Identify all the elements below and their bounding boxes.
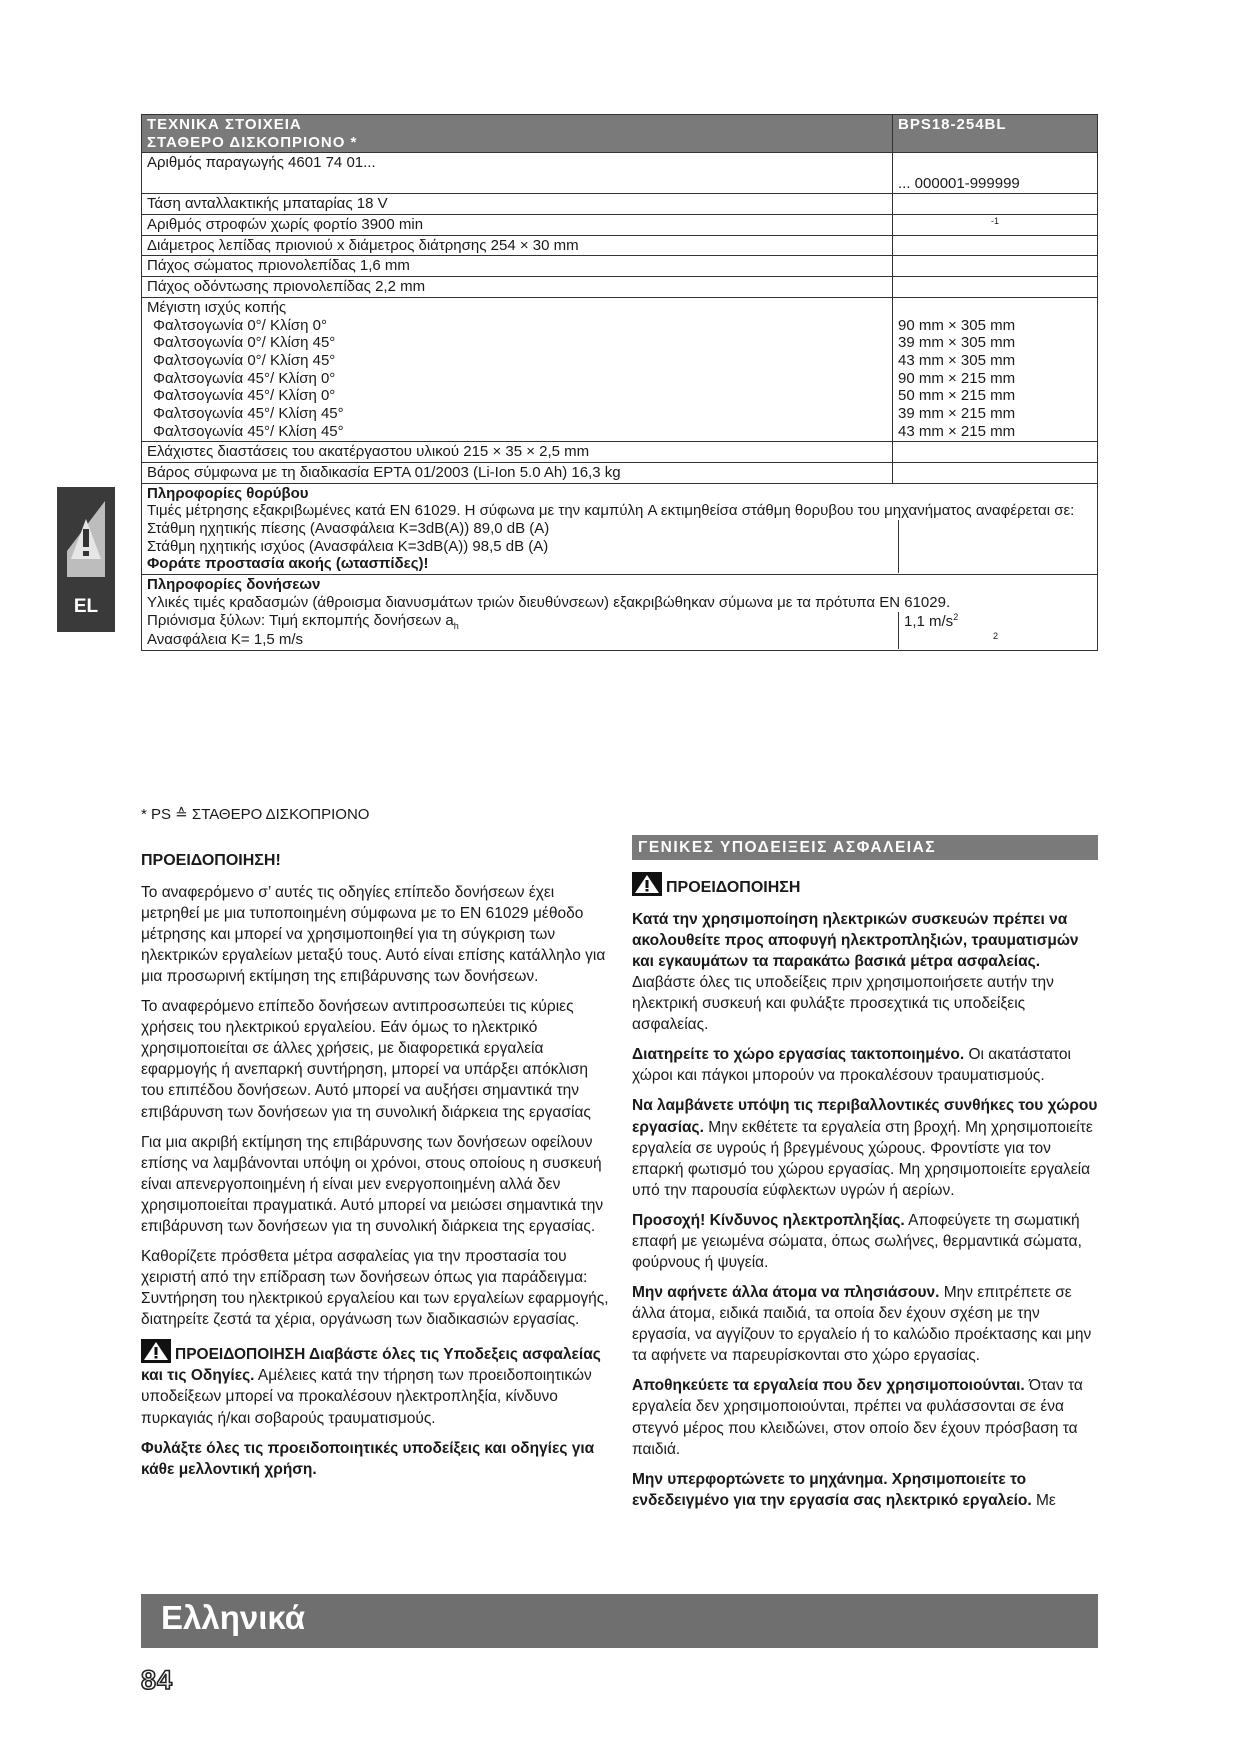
model-name: BPS18-254BL <box>893 115 1098 153</box>
paragraph: ΠΡΟΕΙΔΟΠΟΙΗΣΗ Διαβάστε όλες τις Υποδεξεις ασφαλείας και τις Οδηγίες. Αμέλειες κατά την τήρηση των προειδοποιητικών υποδείξεων μπορεί να προκαλέσουν ηλεκτροπληξία, κίνδυνο πυρκαγιάς ή/και σοβαρούς τραυματισμούς. <box>141 1339 611 1428</box>
table-row <box>142 277 1098 298</box>
noise-title: Πληροφορίες θορύβου <box>147 484 309 502</box>
production-number: Αριθμός παραγωγής 4601 74 01... <box>142 153 893 194</box>
max-cut-title: Μέγιστη ισχύς κοπής <box>147 298 287 316</box>
spec-table-wrapper <box>141 114 1098 651</box>
ear-protection: Φοράτε προστασία ακοής (ωτασπίδες)! <box>147 555 899 573</box>
uncertainty: Ανασφάλεια K= 1,5 m/s <box>147 631 899 649</box>
noise-info-cell <box>142 483 1098 574</box>
paragraph: Αποθηκεύετε τα εργαλεία που δεν χρησιμοποιούνται. Όταν τα εργαλεία δεν χρησιμοποιούνται, πρέπει να φυλάσσονται σε ένα στεγνό μέρος που κλειδώνει, στον οποίο δεν έχουν πρόσβαση τα παιδιά. <box>632 1377 1083 1458</box>
table-row <box>142 235 1098 256</box>
table-row <box>142 483 1098 574</box>
paragraph: Να λαμβάνετε υπόψη τις περιβαλλοντικές συνθήκες του χώρου εργασίας. Μην εκθέτετε τα εργαλεία στη βροχή. Μη χρησιμοποιείτε εργαλεία σε υγρούς ή βρεγμένους χώρους. Φροντίστε για τον επαρκή φωτισμό του χώρου εργασίας. Μη χρησιμοποιείτε εργαλεία υπό την παρουσία εύφλεκτων υγρών ή αερίων. <box>632 1097 1098 1199</box>
vibration-title: Πληροφορίες δονήσεων <box>147 576 321 594</box>
warning-heading: ΠΡΟΕΙΔΟΠΟΙΗΣΗ! <box>141 852 281 869</box>
cut-value: 43 mm × 215 mm <box>898 422 1016 440</box>
paragraph: Μην αφήνετε άλλα άτομα να πλησιάσουν. Μην επιτρέπετε σε άλλα άτομα, ειδικά παιδιά, τα οποία δεν έχουν σχέση με την εργασία, να αγγίζουν το εργαλείο ή το καλώδιο προέκτασης και μην τα αφήνετε να παρευρίσκονται στο χώρο εργασίας. <box>632 1284 1092 1365</box>
cut-value: 43 mm × 305 mm <box>898 351 1016 369</box>
paragraph: Προσοχή! Κίνδυνος ηλεκτροπληξίας. Αποφεύγετε τη σωματική επαφή με γειωμένα σώματα, όπως σωλήνες, θερμαντικά σώματα, φούρνους ή ψυγεία. <box>632 1211 1082 1271</box>
weight: Βάρος σύμφωνα με τη διαδικασία EPTA 01/2003 (Li-Ion 5.0 Ah) 16,3 kg <box>142 463 893 484</box>
table-row <box>142 442 1098 463</box>
cut-value: 90 mm × 215 mm <box>898 369 1016 387</box>
spec-table <box>141 114 1098 651</box>
cut-value: 39 mm × 215 mm <box>898 404 1016 422</box>
no-load-speed: Αριθμός στροφών χωρίς φορτίο 3900 min <box>142 215 893 236</box>
footnote: * PS ≙ ΣΤΑΘΕΡΟ ΔΙΣΚΟΠΡΙΟΝΟ <box>141 806 370 823</box>
noise-power: Στάθμη ηχητικής ισχύος (Ανασφάλεια K=3dB(A)) 98,5 dB (A) <box>147 538 899 556</box>
table-row <box>142 297 1098 442</box>
paragraph: Διατηρείτε το χώρο εργασίας τακτοποιημένο. Οι ακατάστατοι χώροι και πάγκοι μπορούν να προκαλέσουν τραυματισμούς. <box>632 1046 1071 1085</box>
paragraph: Καθορίζετε πρόσθετα μέτρα ασφαλείας για την προστασία του χειριστή από την επίδραση των δονήσεων όπως για παράδειγμα: Συντήρηση του ηλεκτρικού εργαλείου και των εργαλείων εφαρμογής, διατηρείτε ζεστά τα χέρια, οργάνωση των διαδικασιών εργασίας. <box>141 1248 609 1329</box>
cut-label: Φαλτσογωνία 45°/ Κλίση 45° <box>153 404 344 422</box>
left-column <box>141 850 611 1489</box>
cut-label: Φαλτσογωνία 45°/ Κλίση 45° <box>153 422 344 440</box>
language-code: EL <box>73 596 99 617</box>
blade-teeth-thickness: Πάχος οδόντωσης πριονολεπίδας 2,2 mm <box>142 277 893 298</box>
table-header-title <box>142 115 893 153</box>
header-title-line-1: ΤΕΧΝΙΚΑ ΣΤΟΙΧΕΙΑ <box>147 116 302 133</box>
speed-unit: -1 <box>990 216 999 227</box>
paragraph: Κατά την χρησιμοποίηση ηλεκτρικών συσκευών πρέπει να ακολουθείτε προς αποφυγή ηλεκτροπληξιών, τραυματισμών και εγκαυμάτων τα παρακάτω βασικά μέτρα ασφαλείας. Διαβάστε όλες τις υποδείξεις πριν χρησιμοποιήσετε αυτήν την ηλεκτρική συσκευή και φυλάξτε προσεχτικά τις υποδείξεις ασφαλείας. <box>632 910 1079 1034</box>
table-row <box>142 194 1098 215</box>
warning-triangle-icon <box>632 872 662 896</box>
blade-diameter: Διάμετρος λεπίδας πριονιού x διάμετρος διάτρησης 254 × 30 mm <box>142 235 893 256</box>
vibration-value: 1,1 $m/s^2$ <box>904 611 959 630</box>
vibration-description: Υλικές τιμές κραδασμών (άθροισμα διανυσμάτων τριών διευθύνσεων) εξακριβώθηκαν σύμωνα με τα πρότυπα EN 61029. <box>147 593 951 611</box>
blade-body-thickness: Πάχος σώματος πριονολεπίδας 1,6 mm <box>142 256 893 277</box>
table-header-row <box>142 115 1098 153</box>
noise-description: Τιμές μέτρησης εξακριβωμένες κατά EN 61029. Η σύφωνα με την καμπύλη A εκτιμηθείσα στάθμη θορυβου του μηχανήματος αναφέρεται σε: <box>147 502 1075 520</box>
max-cut-values <box>893 297 1098 442</box>
vibration-wood-label: Πριόνισμα ξύλων: Τιμή εκπομπής δονήσεων $a_h$ <box>147 612 899 632</box>
cut-label: Φαλτσογωνία 45°/ Κλίση 0° <box>153 369 336 387</box>
warning-heading: ΠΡΟΕΙΔΟΠΟΙΗΣΗ <box>632 872 1098 899</box>
voltage: Τάση ανταλλακτικής μπαταρίας 18 V <box>142 194 893 215</box>
paragraph: Μην υπερφορτώνετε το μηχάνημα. Χρησιμοποιείτε το ενδεδειγμένο για την εργασία σας ηλεκτρικό εργαλείο. Με <box>632 1470 1056 1509</box>
warning-icon <box>63 499 109 579</box>
cut-label: Φαλτσογωνία 0°/ Κλίση 0° <box>153 316 327 334</box>
paragraph: Το αναφερόμενο επίπεδο δονήσεων αντιπροσωπεύει τις κύριες χρήσεις του ηλεκτρικού εργαλείου. Εάν όμως το ηλεκτρικό χρησιμοποιείται σε άλλες χρήσεις, με διαφορετικά εργαλεία εφαρμογής ή ανεπαρκή συντήρηση, μπορεί να υπάρξει απόκλιση του επιπέδου δονήσεων. Αυτό μπορεί να αυξήσει σημαντικά την επιβάρυνση των δονήσεων για τη συνολική διάρκεια της εργασίας <box>141 998 591 1121</box>
paragraph: Το αναφερόμενο σ’ αυτές τις οδηγίες επίπεδο δονήσεων έχει μετρηθεί με μια τυποποιημένη σύμφωνα με το EN 61029 μέθοδο μέτρησης και μπορεί να χρησιμοποιηθεί για τη σύγκριση των ηλεκτρικών εργαλείων μεταξύ τους. Αυτό είναι επίσης κατάλληλο για μια προσωρινή εκτίμηση της επιβάρυνσης των δονήσεων. <box>141 883 606 986</box>
header-title-line-2: ΣΤΑΘΕΡΟ ΔΙΣΚΟΠΡΙΟΝΟ * <box>147 133 358 151</box>
footer-language-bar <box>141 1594 1098 1648</box>
paragraph: Για μια ακριβή εκτίμηση της επιβάρυνσης των δονήσεων οφείλουν επίσης να λαμβάνονται υπόψη οι χρόνοι, στους οποίους η συσκευή είναι απενεργοποιημένη ή είναι μεν ενεργοποιημένη αλλά δεν χρησιμοποιείται πραγματικά. Αυτό μπορεί να μειώσει σημαντικά την επιβάρυνση των δονήσεων για τη συνολική διάρκεια της εργασίας. <box>141 1133 604 1235</box>
uncertainty-exp: 2 <box>992 631 998 642</box>
cut-label: Φαλτσογωνία 0°/ Κλίση 45° <box>153 351 336 369</box>
cut-label: Φαλτσογωνία 0°/ Κλίση 45° <box>153 334 336 352</box>
serial-range: ... 000001-999999 <box>893 153 1098 194</box>
cut-value: 90 mm × 305 mm <box>898 316 1016 334</box>
table-row <box>142 256 1098 277</box>
cut-value: 39 mm × 305 mm <box>898 334 1016 352</box>
cut-value: 50 mm × 215 mm <box>898 387 1016 405</box>
page-number: 84 <box>141 1665 174 1695</box>
cut-label: Φαλτσογωνία 45°/ Κλίση 0° <box>153 387 336 405</box>
language-side-tab <box>57 487 115 632</box>
table-row <box>142 575 1098 651</box>
table-row <box>142 463 1098 484</box>
right-column <box>632 835 1098 1520</box>
table-row <box>142 215 1098 236</box>
max-cut-cell <box>142 297 893 442</box>
min-dimensions: Ελάχιστες διαστάσεις του ακατέργαστου υλικού 215 × 35 × 2,5 mm <box>142 442 893 463</box>
footer-language: Ελληνικά <box>161 1599 305 1636</box>
warning-triangle-icon <box>141 1339 171 1363</box>
noise-pressure: Στάθμη ηχητικής πίεσης (Ανασφάλεια K=3dB(A)) 89,0 dB (A) <box>147 520 899 538</box>
paragraph: Φυλάξτε όλες τις προειδοποιητικές υποδείξεις και οδηγίες για κάθε μελλοντική χρήση. <box>141 1439 595 1478</box>
table-row <box>142 153 1098 194</box>
vibration-info-cell <box>142 575 1098 651</box>
section-title: ΓΕΝΙΚΕΣ ΥΠΟΔΕΙΞΕΙΣ ΑΣΦΑΛΕΙΑΣ <box>632 835 1098 860</box>
